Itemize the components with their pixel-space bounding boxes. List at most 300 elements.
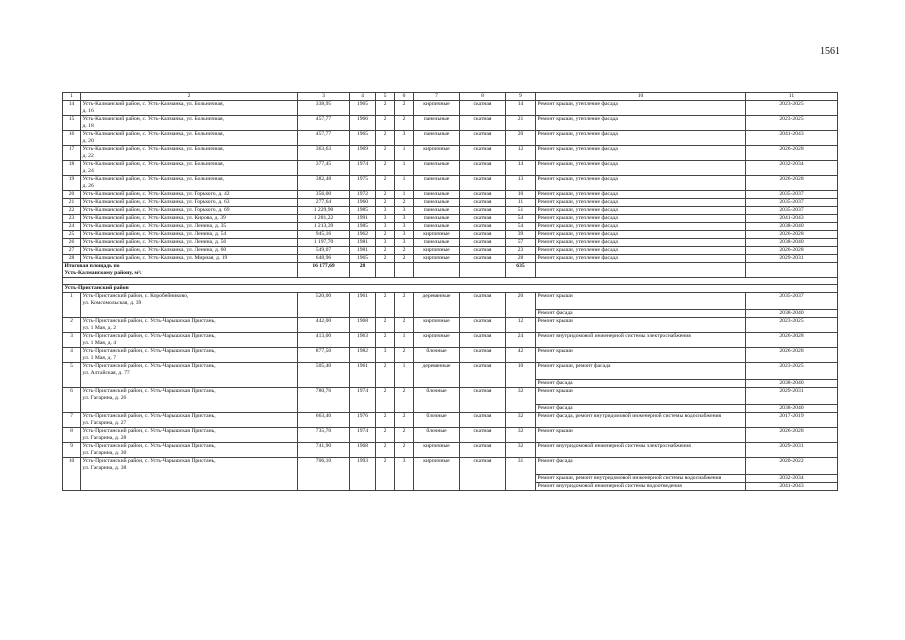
table-row xyxy=(63,176,838,191)
roof-type-cell: скатная xyxy=(460,101,506,116)
row-number: 23 xyxy=(63,215,81,223)
row-number: 16 xyxy=(63,131,81,146)
work-type-cell: Ремонт крыши, утепление фасада xyxy=(536,176,746,191)
table-row xyxy=(63,116,838,131)
period-cell: 2041-2043 xyxy=(746,483,838,491)
table-row xyxy=(63,348,838,363)
row-number: 25 xyxy=(63,231,81,239)
period-cell: 2035-2037 xyxy=(746,207,838,215)
row-number: 15 xyxy=(63,116,81,131)
header-row xyxy=(63,93,838,101)
work-type-cell: Ремонт фасада xyxy=(536,458,746,475)
wall-material-cell: кирпичные xyxy=(414,255,460,263)
table-row xyxy=(63,413,838,428)
flats-cell: 28 xyxy=(506,255,536,263)
address-cell: Усть-Калманский район, с. Усть-Калманка, ул. Ленина, д. 56 xyxy=(81,239,298,247)
address-cell: Усть-Калманский район, с. Усть-Калманка, ул. Больничная, д. 24 xyxy=(81,161,298,176)
entrances-cell: 1 xyxy=(395,161,414,176)
floors-cell: 2 xyxy=(376,363,395,388)
total-area: 16 177,69 xyxy=(298,263,350,278)
area-cell: 505,40 xyxy=(298,363,350,388)
work-type-cell: Ремонт внутридомовой инженерной системы водоотведения xyxy=(536,483,746,491)
period-cell: 2038-2040 xyxy=(746,223,838,231)
row-number: 28 xyxy=(63,255,81,263)
address-cell: Усть-Калманский район, с. Усть-Калманка, ул. Ленина, д. 60 xyxy=(81,247,298,255)
row-number: 10 xyxy=(63,458,81,491)
address-cell: Усть-Калманский район, с. Усть-Калманка, ул. Больничная, д. 16 xyxy=(81,101,298,116)
row-number: 24 xyxy=(63,223,81,231)
area-cell: 413,00 xyxy=(298,333,350,348)
wall-material-cell: панельные xyxy=(414,176,460,191)
floors-cell: 2 xyxy=(376,146,395,161)
row-number: 19 xyxy=(63,176,81,191)
roof-type-cell: скатная xyxy=(460,146,506,161)
address-cell: Усть-Калманский район, с. Усть-Калманка, ул. Больничная, д. 18 xyxy=(81,116,298,131)
work-type-cell: Ремонт крыши xyxy=(536,348,746,363)
row-number: 18 xyxy=(63,161,81,176)
entrances-cell: 3 xyxy=(395,239,414,247)
flats-cell: 12 xyxy=(506,318,536,333)
table-row xyxy=(63,239,838,247)
wall-material-cell: блочные xyxy=(414,388,460,413)
period-cell: 2032-2034 xyxy=(746,475,838,483)
area-cell: 457,77 xyxy=(298,116,350,131)
year-cell: 1972 xyxy=(350,191,376,199)
roof-type-cell: скатная xyxy=(460,333,506,348)
work-type-cell: Ремонт крыши, утепление фасада xyxy=(536,146,746,161)
period-cell: 2026-2028 xyxy=(746,348,838,363)
floors-cell: 2 xyxy=(376,458,395,491)
floors-cell: 2 xyxy=(376,443,395,458)
year-cell: 1965 xyxy=(350,255,376,263)
roof-type-cell: скатная xyxy=(460,247,506,255)
work-type-cell: Ремонт крыши, утепление фасада xyxy=(536,161,746,176)
year-cell: 1982 xyxy=(350,348,376,363)
entrances-cell: 2 xyxy=(395,255,414,263)
area-cell: 1 229,90 xyxy=(298,207,350,215)
entrances-cell: 1 xyxy=(395,176,414,191)
flats-cell: 31 xyxy=(506,458,536,491)
area-cell: 338,95 xyxy=(298,101,350,116)
work-type-cell: Ремонт крыши, утепление фасада xyxy=(536,116,746,131)
period-cell: 2035-2037 xyxy=(746,293,838,310)
work-type-cell: Ремонт крыши, утепление фасада xyxy=(536,199,746,207)
address-cell: Усть-Пристанский район, с. Усть-Чарышская Пристань, ул. 1 Мая, д. 2 xyxy=(81,318,298,333)
wall-material-cell: панельные xyxy=(414,191,460,199)
row-number: 2 xyxy=(63,318,81,333)
flats-cell: 23 xyxy=(506,247,536,255)
roof-type-cell: скатная xyxy=(460,191,506,199)
year-cell: 1968 xyxy=(350,318,376,333)
wall-material-cell: панельные xyxy=(414,131,460,146)
address-cell: Усть-Пристанский район, с. Коробейниково, ул. Комсомольская, д. 39 xyxy=(81,293,298,318)
entrances-cell: 2 xyxy=(395,247,414,255)
wall-material-cell: деревянные xyxy=(414,363,460,388)
empty-cell xyxy=(376,263,395,278)
row-number: 8 xyxy=(63,428,81,443)
wall-material-cell: кирпичные xyxy=(414,443,460,458)
year-cell: 1965 xyxy=(350,131,376,146)
row-number: 26 xyxy=(63,239,81,247)
work-type-cell: Ремонт крыши, утепление фасада xyxy=(536,231,746,239)
period-cell: 2023-2025 xyxy=(746,101,838,116)
floors-cell: 2 xyxy=(376,318,395,333)
flats-cell: 32 xyxy=(506,443,536,458)
area-cell: 382,48 xyxy=(298,176,350,191)
work-type-cell: Ремонт внутридомовой инженерной системы электроснабжения xyxy=(536,333,746,348)
housing-table xyxy=(62,92,838,491)
roof-type-cell: скатная xyxy=(460,255,506,263)
period-cell: 2041-2043 xyxy=(746,131,838,146)
row-number: 22 xyxy=(63,207,81,215)
entrances-cell: 2 xyxy=(395,293,414,318)
address-cell: Усть-Калманский район, с. Усть-Калманка, ул. Горького, д. 69 xyxy=(81,207,298,215)
header-cell: 3 xyxy=(298,93,350,101)
period-cell: 2038-2040 xyxy=(746,405,838,413)
row-number: 4 xyxy=(63,348,81,363)
area-cell: 1 213,39 xyxy=(298,223,350,231)
table-row xyxy=(63,223,838,231)
area-cell: 549,07 xyxy=(298,247,350,255)
address-cell: Усть-Калманский район, с. Усть-Калманка, ул. Кирова, д. 39 xyxy=(81,215,298,223)
wall-material-cell: кирпичные xyxy=(414,247,460,255)
total-flats: 635 xyxy=(506,263,536,278)
roof-type-cell: скатная xyxy=(460,207,506,215)
entrances-cell: 2 xyxy=(395,388,414,413)
spacer-row xyxy=(63,278,838,285)
table-row xyxy=(63,101,838,116)
work-type-cell: Ремонт фасада xyxy=(536,405,746,413)
area-cell: 780,76 xyxy=(298,388,350,413)
year-cell: 1963 xyxy=(350,333,376,348)
wall-material-cell: кирпичные xyxy=(414,318,460,333)
table-row xyxy=(63,363,838,380)
floors-cell: 2 xyxy=(376,191,395,199)
floors-cell: 2 xyxy=(376,116,395,131)
floors-cell: 2 xyxy=(376,333,395,348)
table-row xyxy=(63,293,838,310)
empty-cell xyxy=(746,263,838,278)
address-cell: Усть-Калманский район, с. Усть-Калманка, ул. Больничная, д. 22 xyxy=(81,146,298,161)
flats-cell: 39 xyxy=(506,231,536,239)
year-cell: 1966 xyxy=(350,116,376,131)
period-cell: 2026-2028 xyxy=(746,231,838,239)
address-cell: Усть-Калманский район, с. Усть-Калманка, ул. Ленина, д. 54 xyxy=(81,231,298,239)
year-cell: 1961 xyxy=(350,363,376,388)
header-cell: 2 xyxy=(81,93,298,101)
roof-type-cell: скатная xyxy=(460,293,506,318)
row-number: 9 xyxy=(63,443,81,458)
address-cell: Усть-Калманский район, с. Усть-Калманка, ул. Больничная, д. 20 xyxy=(81,131,298,146)
work-type-cell: Ремонт крыши, утепление фасада xyxy=(536,131,746,146)
roof-type-cell: скатная xyxy=(460,388,506,413)
year-cell: 1969 xyxy=(350,146,376,161)
page-number: 1561 xyxy=(820,46,840,57)
floors-cell: 2 xyxy=(376,131,395,146)
floors-cell: 3 xyxy=(376,215,395,223)
area-cell: 663,40 xyxy=(298,413,350,428)
work-type-cell: Ремонт крыши xyxy=(536,293,746,310)
area-cell: 1 197,70 xyxy=(298,239,350,247)
period-cell: 2035-2037 xyxy=(746,191,838,199)
row-number: 21 xyxy=(63,199,81,207)
table-row xyxy=(63,428,838,443)
header-cell: 5 xyxy=(376,93,395,101)
year-cell: 1965 xyxy=(350,101,376,116)
floors-cell: 2 xyxy=(376,101,395,116)
floors-cell: 3 xyxy=(376,223,395,231)
table-row xyxy=(63,388,838,405)
empty-cell xyxy=(395,263,414,278)
wall-material-cell: кирпичные xyxy=(414,333,460,348)
floors-cell: 2 xyxy=(376,255,395,263)
address-cell: Усть-Пристанский район, с. Усть-Чарышская Пристань, ул. Гагарина, д. 30 xyxy=(81,443,298,458)
flats-cell: 14 xyxy=(506,101,536,116)
work-type-cell: Ремонт крыши, ремонт фасада xyxy=(536,363,746,380)
header-cell: 7 xyxy=(414,93,460,101)
flats-cell: 12 xyxy=(506,146,536,161)
table-row xyxy=(63,161,838,176)
flats-cell: 32 xyxy=(506,428,536,443)
year-cell: 1981 xyxy=(350,247,376,255)
work-type-cell: Ремонт фасада xyxy=(536,310,746,318)
period-cell: 2023-2025 xyxy=(746,318,838,333)
period-cell: 2029-2031 xyxy=(746,255,838,263)
period-cell: 2026-2028 xyxy=(746,146,838,161)
work-type-cell: Ремонт крыши, утепление фасада xyxy=(536,101,746,116)
roof-type-cell: скатная xyxy=(460,215,506,223)
year-cell: 1981 xyxy=(350,239,376,247)
address-cell: Усть-Калманский район, с. Усть-Калманка, ул. Мирная, д. 19 xyxy=(81,255,298,263)
flats-cell: 13 xyxy=(506,176,536,191)
period-cell: 2041-2043 xyxy=(746,215,838,223)
year-cell: 1993 xyxy=(350,458,376,491)
area-cell: 277,64 xyxy=(298,199,350,207)
flats-cell: 42 xyxy=(506,348,536,363)
work-type-cell: Ремонт крыши, ремонт внутридомовой инженерной системы водоснабжения xyxy=(536,475,746,483)
header-cell: 11 xyxy=(746,93,838,101)
table-row xyxy=(63,443,838,458)
flats-cell: 14 xyxy=(506,161,536,176)
header-cell: 8 xyxy=(460,93,506,101)
work-type-cell: Ремонт внутридомовой инженерной системы электроснабжения xyxy=(536,443,746,458)
roof-type-cell: скатная xyxy=(460,116,506,131)
row-number: 3 xyxy=(63,333,81,348)
table-row xyxy=(63,231,838,239)
table-row xyxy=(63,458,838,475)
table-row xyxy=(63,255,838,263)
roof-type-cell: скатная xyxy=(460,161,506,176)
header-cell: 4 xyxy=(350,93,376,101)
year-cell: 1976 xyxy=(350,413,376,428)
period-cell: 2029-2031 xyxy=(746,388,838,405)
flats-cell: 20 xyxy=(506,131,536,146)
section-row xyxy=(63,285,838,293)
period-cell: 2032-2034 xyxy=(746,161,838,176)
address-cell: Усть-Пристанский район, с. Усть-Чарышская Пристань, ул. 1 Мая, д. 4 xyxy=(81,333,298,348)
floors-cell: 2 xyxy=(376,161,395,176)
floors-cell: 2 xyxy=(376,388,395,413)
entrances-cell: 3 xyxy=(395,215,414,223)
wall-material-cell: блочные xyxy=(414,428,460,443)
work-type-cell: Ремонт крыши xyxy=(536,428,746,443)
area-cell: 648,96 xyxy=(298,255,350,263)
work-type-cell: Ремонт крыши, утепление фасада xyxy=(536,223,746,231)
entrances-cell: 1 xyxy=(395,191,414,199)
flats-cell: 11 xyxy=(506,199,536,207)
area-cell: 457,77 xyxy=(298,131,350,146)
floors-cell: 2 xyxy=(376,293,395,318)
floors-cell: 3 xyxy=(376,348,395,363)
empty-cell xyxy=(414,263,460,278)
area-cell: 363,63 xyxy=(298,146,350,161)
area-cell: 706,10 xyxy=(298,458,350,491)
period-cell: 2038-2040 xyxy=(746,380,838,388)
address-cell: Усть-Пристанский район, с. Усть-Чарышская Пристань, ул. Гагарина, д. 26 xyxy=(81,388,298,413)
year-cell: 1985 xyxy=(350,207,376,215)
row-number: 17 xyxy=(63,146,81,161)
wall-material-cell: панельные xyxy=(414,223,460,231)
entrances-cell: 3 xyxy=(395,231,414,239)
area-cell: 1 281,22 xyxy=(298,215,350,223)
section-title: Усть-Пристанский район xyxy=(63,285,838,293)
wall-material-cell: панельные xyxy=(414,207,460,215)
flats-cell: 10 xyxy=(506,191,536,199)
flats-cell: 54 xyxy=(506,215,536,223)
work-type-cell: Ремонт крыши, утепление фасада xyxy=(536,191,746,199)
table-row xyxy=(63,131,838,146)
roof-type-cell: скатная xyxy=(460,176,506,191)
roof-type-cell: скатная xyxy=(460,428,506,443)
roof-type-cell: скатная xyxy=(460,199,506,207)
address-cell: Усть-Пристанский район, с. Усть-Чарышская Пристань, ул. Гагарина, д. 27 xyxy=(81,413,298,428)
period-cell: 2026-2028 xyxy=(746,333,838,348)
flats-cell: 32 xyxy=(506,413,536,428)
address-cell: Усть-Пристанский район, с. Усть-Чарышская Пристань, ул. 1 Мая, д. 7 xyxy=(81,348,298,363)
entrances-cell: 3 xyxy=(395,131,414,146)
flats-cell: 32 xyxy=(506,388,536,413)
address-cell: Усть-Пристанский район, с. Усть-Чарышская Пристань, ул. Гагарина, д. 28 xyxy=(81,428,298,443)
year-cell: 1962 xyxy=(350,231,376,239)
flats-cell: 57 xyxy=(506,239,536,247)
floors-cell: 2 xyxy=(376,413,395,428)
row-number: 14 xyxy=(63,101,81,116)
wall-material-cell: кирпичные xyxy=(414,458,460,491)
floors-cell: 2 xyxy=(376,176,395,191)
address-cell: Усть-Калманский район, с. Усть-Калманка, ул. Больничная, д. 26 xyxy=(81,176,298,191)
wall-material-cell: кирпичные xyxy=(414,101,460,116)
year-cell: 1974 xyxy=(350,428,376,443)
entrances-cell: 3 xyxy=(395,207,414,215)
table-row xyxy=(63,191,838,199)
row-number: 20 xyxy=(63,191,81,199)
entrances-cell: 1 xyxy=(395,333,414,348)
row-number: 27 xyxy=(63,247,81,255)
row-number: 1 xyxy=(63,293,81,318)
wall-material-cell: панельные xyxy=(414,239,460,247)
roof-type-cell: скатная xyxy=(460,131,506,146)
floors-cell: 3 xyxy=(376,207,395,215)
roof-type-cell: скатная xyxy=(460,239,506,247)
entrances-cell: 2 xyxy=(395,116,414,131)
address-cell: Усть-Калманский район, с. Усть-Калманка, ул. Горького, д. 63 xyxy=(81,199,298,207)
period-cell: 2026-2028 xyxy=(746,428,838,443)
flats-cell: 20 xyxy=(506,293,536,318)
entrances-cell: 3 xyxy=(395,458,414,491)
roof-type-cell: скатная xyxy=(460,443,506,458)
roof-type-cell: скатная xyxy=(460,348,506,363)
work-type-cell: Ремонт крыши, утепление фасада xyxy=(536,207,746,215)
flats-cell: 51 xyxy=(506,207,536,215)
wall-material-cell: деревянные xyxy=(414,293,460,318)
spacer-cell xyxy=(63,278,838,285)
flats-cell: 24 xyxy=(506,333,536,348)
entrances-cell: 2 xyxy=(395,199,414,207)
floors-cell: 2 xyxy=(376,199,395,207)
area-cell: 877,50 xyxy=(298,348,350,363)
address-cell: Усть-Пристанский район, с. Усть-Чарышская Пристань, ул. Алтайская, д. 77 xyxy=(81,363,298,388)
table-row xyxy=(63,207,838,215)
flats-cell: 21 xyxy=(506,116,536,131)
entrances-cell: 2 xyxy=(395,443,414,458)
year-cell: 1960 xyxy=(350,199,376,207)
wall-material-cell: блочные xyxy=(414,348,460,363)
table-row xyxy=(63,318,838,333)
year-cell: 1961 xyxy=(350,293,376,318)
empty-cell xyxy=(460,263,506,278)
header-cell: 6 xyxy=(395,93,414,101)
floors-cell: 2 xyxy=(376,231,395,239)
period-cell: 2038-2040 xyxy=(746,310,838,318)
work-type-cell: Ремонт крыши, утепление фасада xyxy=(536,239,746,247)
period-cell: 2017-2019 xyxy=(746,413,838,428)
table-row xyxy=(63,215,838,223)
year-cell: 1974 xyxy=(350,161,376,176)
wall-material-cell: кирпичные xyxy=(414,231,460,239)
row-number: 6 xyxy=(63,388,81,413)
work-type-cell: Ремонт крыши xyxy=(536,388,746,405)
period-cell: 2023-2025 xyxy=(746,363,838,380)
wall-material-cell: кирпичные xyxy=(414,146,460,161)
roof-type-cell: скатная xyxy=(460,458,506,491)
header-cell: 10 xyxy=(536,93,746,101)
wall-material-cell: блочные xyxy=(414,413,460,428)
period-cell: 2023-2025 xyxy=(746,116,838,131)
address-cell: Усть-Калманский район, с. Усть-Калманка, ул. Ленина, д. 35 xyxy=(81,223,298,231)
work-type-cell: Ремонт фасада, ремонт внутридомовой инженерной системы водоснабжения xyxy=(536,413,746,428)
period-cell: 2026-2028 xyxy=(746,176,838,191)
entrances-cell: 3 xyxy=(395,223,414,231)
area-cell: 735,70 xyxy=(298,428,350,443)
period-cell: 2026-2028 xyxy=(746,247,838,255)
period-cell: 2035-2037 xyxy=(746,199,838,207)
total-label: Итоговая площадь по Усть-Калманскому району, м²: xyxy=(63,263,298,278)
entrances-cell: 2 xyxy=(395,428,414,443)
table-row xyxy=(63,333,838,348)
address-cell: Усть-Пристанский район, с. Усть-Чарышская Пристань, ул. Гагарина, д. 38 xyxy=(81,458,298,491)
area-cell: 520,00 xyxy=(298,293,350,318)
year-cell: 1975 xyxy=(350,176,376,191)
entrances-cell: 1 xyxy=(395,146,414,161)
floors-cell: 2 xyxy=(376,428,395,443)
flats-cell: 10 xyxy=(506,363,536,388)
empty-cell xyxy=(536,263,746,278)
entrances-cell: 1 xyxy=(395,363,414,388)
roof-type-cell: скатная xyxy=(460,318,506,333)
entrances-cell: 2 xyxy=(395,101,414,116)
table-row xyxy=(63,199,838,207)
year-cell: 1974 xyxy=(350,388,376,413)
